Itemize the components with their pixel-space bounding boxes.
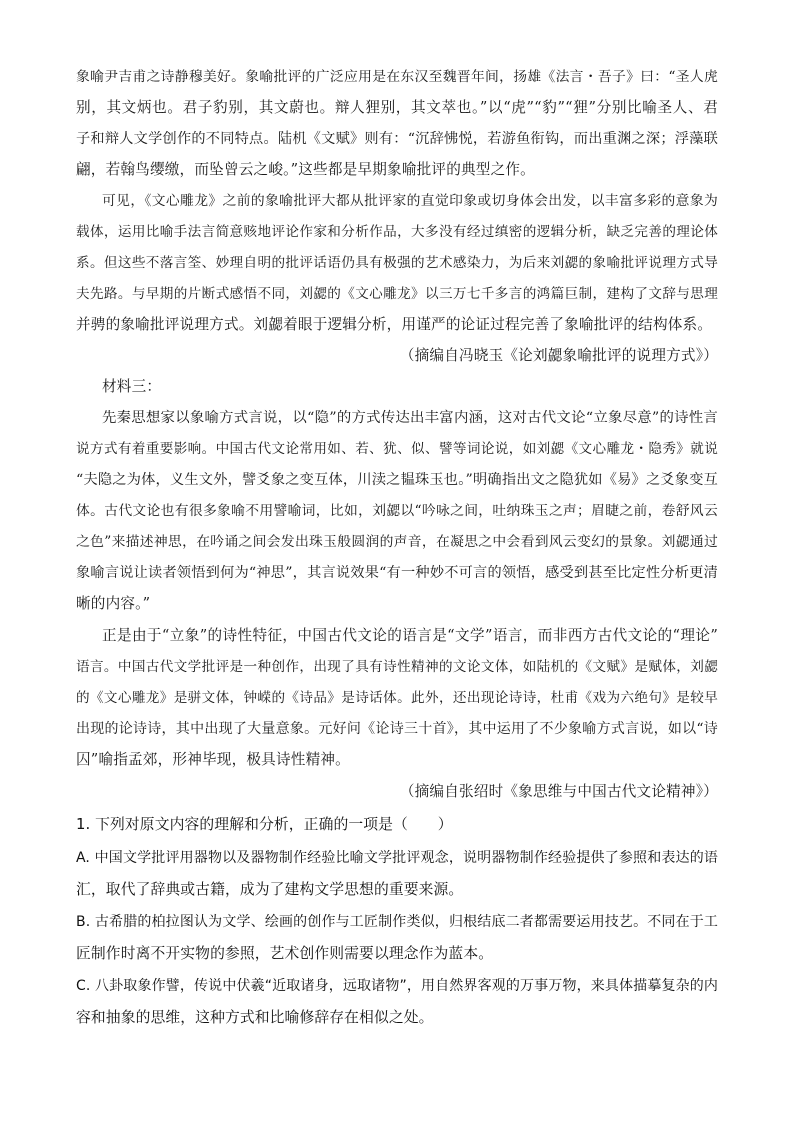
text-line: 语言。中国古代文学批评是一种创作，出现了具有诗性精神的文论文体，如陆机的《文赋》是赋体，刘勰 bbox=[76, 659, 718, 675]
text-line: 夫先路。与早期的片断式感悟不同，刘勰的《文心雕龙》以三万七千多言的鸿篇巨制，建构了文辞与思理 bbox=[76, 286, 718, 302]
text-line: 子和辩人文学创作的不同特点。陆机《文赋》则有：“沉辞怫悦，若游鱼衔钩，而出重渊之深；浮藻联 bbox=[76, 131, 718, 147]
text-line: 象喻言说让读者领悟到何为“神思”，其言说效果“有一种妙不可言的领悟，感受到甚至比定性分析更清 bbox=[76, 565, 718, 581]
text-line: 系。但这些不落言筌、妙理自明的批评话语仍具有极强的艺术感染力，为后来刘勰的象喻批评说理方式导 bbox=[76, 255, 718, 271]
option-b-continuation: 匠制作时离不开实物的参照，艺术创作则需要以理念作为蓝本。 bbox=[76, 945, 494, 962]
text-line: “夫隐之为体，义生文外，譬爻象之变互体，川渎之韫珠玉也。”明确指出文之隐犹如《易》之爻象变互 bbox=[76, 472, 718, 488]
text-line: 囚”喻指孟郊，形神毕现，极具诗性精神。 bbox=[76, 751, 350, 768]
source-citation: （摘编自张绍时《象思维与中国古代文论精神》） bbox=[399, 783, 718, 800]
option-c-continuation: 容和抽象的思维，这种方式和比喻修辞存在相似之处。 bbox=[76, 1009, 434, 1026]
option-a-continuation: 汇，取代了辞典或古籍，成为了建构文学思想的重要来源。 bbox=[76, 881, 464, 898]
text-line: 之色”来描述神思，在吟诵之间会发出珠玉般圆润的声音，在凝思之中会看到风云变幻的景象。刘勰通过 bbox=[76, 534, 718, 550]
option-a: A. 中国文学批评用器物以及器物制作经验比喻文学批评观念，说明器物制作经验提供了参照和表达的语 bbox=[76, 850, 718, 866]
text-line: 说方式有着重要影响。中国古代文论常用如、若、犹、似、譬等词论说，如刘勰《文心雕龙・隐秀》就说 bbox=[76, 441, 718, 457]
text-line: 出现的论诗诗，其中出现了大量意象。元好问《论诗三十首》，其中运用了不少象喻方式言说，如以“诗 bbox=[76, 721, 718, 737]
source-citation: （摘编自冯晓玉《论刘勰象喻批评的说理方式》） bbox=[399, 347, 718, 364]
text-line: 并骋的象喻批评说理方式。刘勰着眼于逻辑分析，用谨严的论证过程完善了象喻批评的结构体系。 bbox=[76, 316, 713, 333]
text-line: 可见，《文心雕龙》之前的象喻批评大都从批评家的直觉印象或切身体会出发，以丰富多彩的意象为 bbox=[102, 193, 718, 209]
text-line: 象喻尹吉甫之诗静穆美好。象喻批评的广泛应用是在东汉至魏晋年间，扬雄《法言・吾子》曰：“圣人虎 bbox=[76, 69, 718, 85]
text-line: 正是由于“立象”的诗性特征，中国古代文论的语言是“文学”语言，而非西方古代文论的“理论” bbox=[102, 627, 718, 644]
text-line: 先秦思想家以象喻方式言说，以“隐”的方式传达出丰富内涵，这对古代文论“立象尽意”的诗性言 bbox=[102, 410, 718, 426]
text-line: 载体，运用比喻手法言简意赅地评论作家和分析作品，大多没有经过缜密的逻辑分析，缺乏完善的理论体 bbox=[76, 224, 718, 240]
text-line: 翩，若翰鸟缨缴，而坠曾云之峻。”这些都是早期象喻批评的典型之作。 bbox=[76, 161, 535, 178]
text-line: 的《文心雕龙》是骈文体，钟嵘的《诗品》是诗话体。此外，还出现论诗诗，杜甫《戏为六绝句》是较早 bbox=[76, 690, 718, 706]
text-line: 晰的内容。” bbox=[76, 595, 151, 612]
text-line: 体。古代文论也有很多象喻不用譬喻词，比如，刘勰以“吟咏之间，吐纳珠玉之声；眉睫之前，卷舒风云 bbox=[76, 503, 718, 519]
question-stem: 1. 下列对原文内容的理解和分析，正确的一项是（ ） bbox=[76, 816, 453, 833]
option-b: B. 古希腊的柏拉图认为文学、绘画的创作与工匠制作类似，归根结底二者都需要运用技艺。不同在于工 bbox=[76, 914, 718, 930]
text-line: 别，其文炳也。君子豹别，其文蔚也。辩人狸别，其文萃也。”以“虎”“豹”“狸”分别比喻圣人、君 bbox=[76, 99, 718, 116]
section-heading: 材料三： bbox=[102, 378, 162, 395]
option-c: C. 八卦取象作譬，传说中伏羲“近取诸身，远取诸物”，用自然界客观的万事万物，来具体描摹复杂的内 bbox=[76, 978, 718, 994]
